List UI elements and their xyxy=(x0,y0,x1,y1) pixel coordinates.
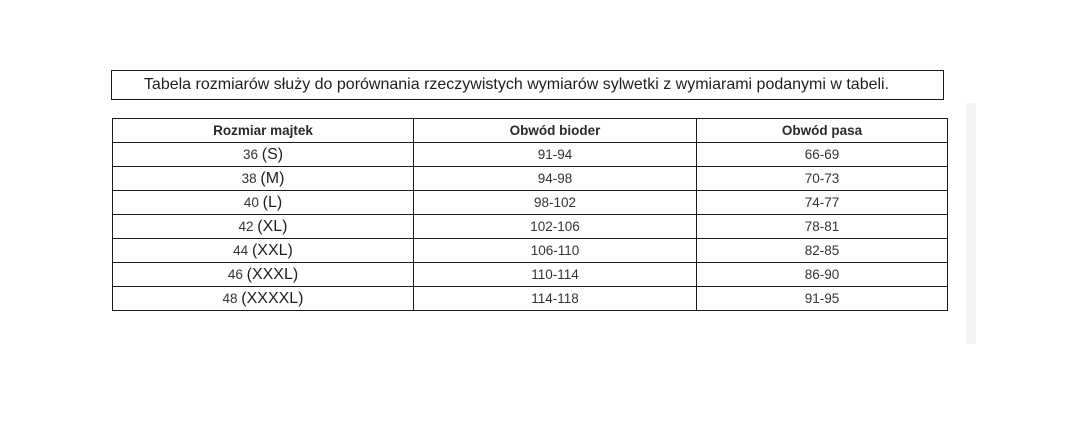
waist-cell: 82-85 xyxy=(697,239,948,263)
size-letter: (M) xyxy=(260,169,285,187)
size-table-caption xyxy=(111,70,944,100)
table-row xyxy=(113,191,948,215)
waist-cell: 66-69 xyxy=(697,143,948,167)
size-letter: (XXXL) xyxy=(246,265,299,283)
size-number: 40 xyxy=(243,194,259,210)
size-letter: (XXL) xyxy=(251,241,293,259)
hips-cell: 110-114 xyxy=(414,263,697,287)
size-number: 42 xyxy=(238,218,254,234)
hips-cell: 94-98 xyxy=(414,167,697,191)
size-chart-table xyxy=(112,118,948,311)
size-cell xyxy=(113,191,414,215)
size-number: 46 xyxy=(227,266,243,282)
waist-cell: 74-77 xyxy=(697,191,948,215)
table-row xyxy=(113,167,948,191)
table-row xyxy=(113,239,948,263)
header-hips: Obwód bioder xyxy=(414,119,697,143)
size-letter: (XXXXL) xyxy=(241,289,304,307)
hips-cell: 102-106 xyxy=(414,215,697,239)
size-number: 36 xyxy=(242,146,258,162)
table-row xyxy=(113,215,948,239)
waist-cell: 91-95 xyxy=(697,287,948,311)
size-letter: (L) xyxy=(262,193,283,211)
table-row xyxy=(113,263,948,287)
size-number: 44 xyxy=(233,242,249,258)
waist-cell: 86-90 xyxy=(697,263,948,287)
size-letter: (XL) xyxy=(257,217,288,235)
side-strip xyxy=(966,103,976,344)
size-letter: (S) xyxy=(261,145,284,163)
size-cell xyxy=(113,143,414,167)
size-cell xyxy=(113,215,414,239)
hips-cell: 91-94 xyxy=(414,143,697,167)
hips-cell: 114-118 xyxy=(414,287,697,311)
hips-cell: 98-102 xyxy=(414,191,697,215)
table-row xyxy=(113,143,948,167)
hips-cell: 106-110 xyxy=(414,239,697,263)
size-cell xyxy=(113,263,414,287)
header-waist: Obwód pasa xyxy=(697,119,948,143)
waist-cell: 70-73 xyxy=(697,167,948,191)
waist-cell: 78-81 xyxy=(697,215,948,239)
caption-text: Tabela rozmiarów służy do porównania rzeczywistych wymiarów sylwetki z wymiarami podanymi w tabeli. xyxy=(143,76,890,93)
size-cell xyxy=(113,167,414,191)
size-cell xyxy=(113,239,414,263)
table-header-row xyxy=(113,119,948,143)
size-number: 38 xyxy=(241,170,257,186)
size-cell xyxy=(113,287,414,311)
size-number: 48 xyxy=(222,290,238,306)
table-row xyxy=(113,287,948,311)
header-size: Rozmiar majtek xyxy=(113,119,414,143)
